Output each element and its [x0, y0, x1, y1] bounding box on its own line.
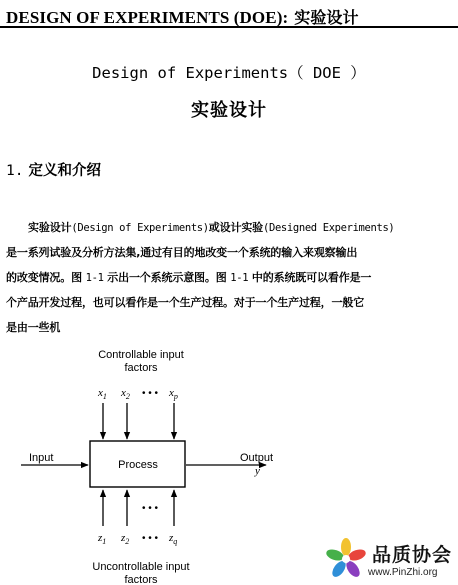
logo-name: 品质协会 [372, 544, 453, 566]
para-text: 的改变情况。图 [6, 271, 82, 284]
paragraph-line-2: 是一系列试验及分析方法集,通过有目的地改变一个系统的输入来观察输出 [6, 246, 358, 259]
uncontrollable-label-line-2: factors [124, 574, 158, 585]
x2-label [120, 387, 130, 401]
process-label: Process [118, 459, 158, 471]
para-text: 中的系统既可以看作是一 [251, 271, 372, 284]
output-label: Output [240, 452, 274, 464]
z2-label [120, 532, 129, 546]
x1-label [97, 387, 107, 401]
header-title-cn: 实验设计 [294, 8, 359, 27]
z-dots-lower: • • • [141, 533, 159, 544]
paragraph-line-4: 个产品开发过程，也可以看作是一个生产过程。对于一个生产过程，一般它 [6, 296, 365, 309]
flower-logo-icon [322, 536, 370, 585]
term-cn: 实验设计 [28, 221, 72, 234]
controllable-label-line-2: factors [124, 362, 158, 374]
header-title-en: DESIGN OF EXPERIMENTS (DOE): [6, 8, 289, 27]
xp-var: x [169, 387, 174, 399]
watermark-logo [322, 536, 458, 585]
z2-sub: 2 [125, 537, 130, 546]
x2-sub: 2 [125, 392, 130, 401]
x-dots: • • • [141, 388, 159, 399]
uncontrollable-label-line-1: Uncontrollable input [92, 561, 190, 573]
zq-sub: q [173, 537, 178, 546]
term-en: (Design of Experiments) [71, 222, 209, 234]
output-var: y [255, 465, 260, 477]
logo-url: www.PinZhi.org [368, 567, 438, 578]
z-dots-upper: • • • [141, 503, 159, 514]
document-title-en: Design of Experiments（ DOE ） [92, 64, 366, 82]
xp-label [168, 387, 178, 401]
z1-sub: 1 [102, 537, 107, 546]
section-number: 1. [6, 163, 24, 179]
z1-var: z [98, 532, 103, 544]
controllable-label-line-1: Controllable input [98, 349, 184, 361]
figure-ref: 1-1 [230, 272, 249, 284]
section-title: 定义和介绍 [28, 163, 102, 179]
paragraph-line-5: 是由一些机 [6, 321, 61, 334]
figure-ref: 1-1 [85, 272, 104, 284]
x2-var: x [121, 387, 126, 399]
input-label: Input [29, 452, 54, 464]
para-text: 示出一个系统示意图。图 [107, 271, 227, 284]
xp-sub: p [173, 392, 178, 401]
zq-var: z [169, 532, 174, 544]
z2-var: z [121, 532, 126, 544]
term-alt-cn: 或设计实验 [208, 221, 264, 234]
document-title-cn: 实验设计 [191, 100, 267, 121]
x1-sub: 1 [102, 392, 107, 401]
term-alt-en: (Designed Experiments) [263, 222, 395, 234]
x1-var: x [98, 387, 103, 399]
zq-label [168, 532, 177, 546]
z1-label [97, 532, 106, 546]
